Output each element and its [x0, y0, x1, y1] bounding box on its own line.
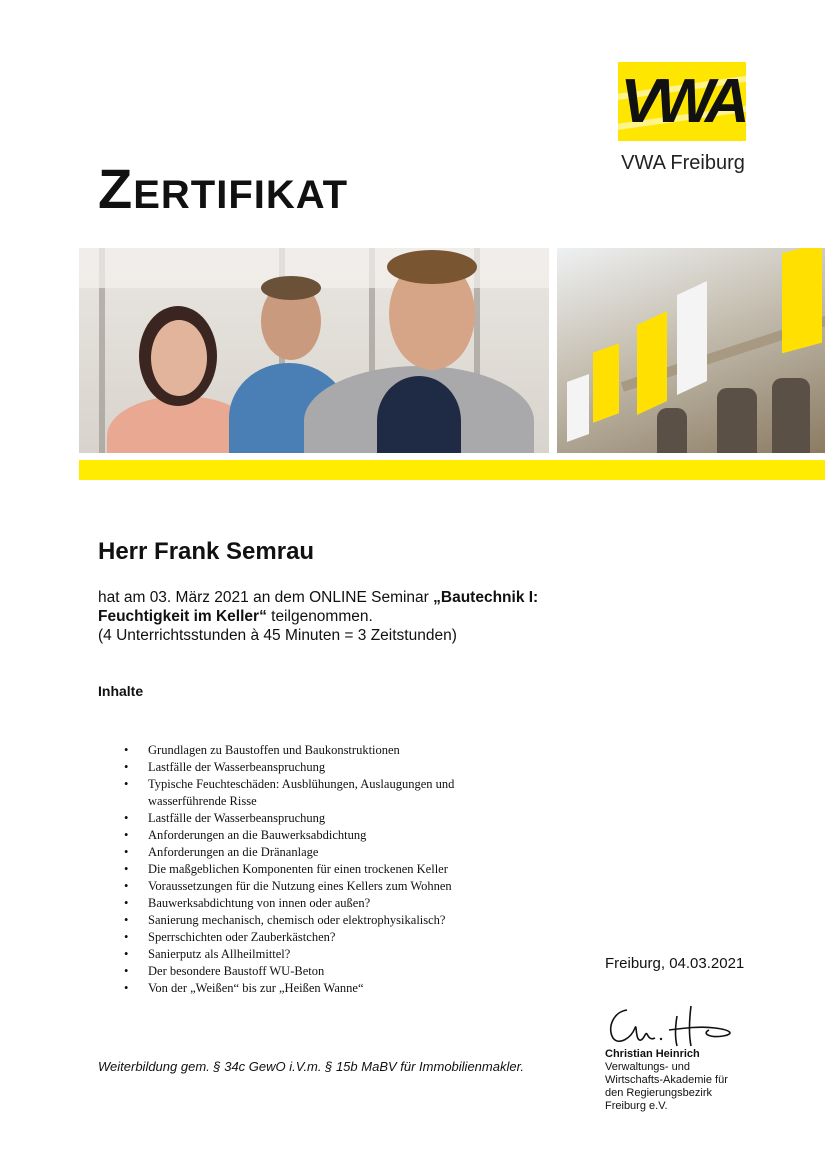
- title-initial: Z: [98, 157, 134, 220]
- seminar-title-part2: Feuchtigkeit im Keller“: [98, 608, 267, 625]
- certificate-title: [98, 156, 348, 221]
- list-item: • Grundlagen zu Baustoffen und Baukonstruktionen: [124, 742, 524, 759]
- recipient-name: Herr Frank Semrau: [98, 538, 315, 565]
- participation-line-suffix: teilgenommen.: [266, 608, 373, 625]
- contents-heading: Inhalte: [98, 683, 144, 699]
- list-item: • Bauwerksabdichtung von innen oder außen?: [124, 895, 524, 912]
- contents-list: [124, 742, 524, 997]
- signer-block: [605, 1048, 765, 1113]
- signer-org-line: den Regierungsbezirk: [605, 1087, 713, 1099]
- list-item: • Sperrschichten oder Zauberkästchen?: [124, 929, 524, 946]
- signer-org-line: Freiburg e.V.: [605, 1100, 668, 1112]
- list-item: • Anforderungen an die Bauwerksabdichtung: [124, 827, 524, 844]
- list-item: • Lastfälle der Wasserbeanspruchung: [124, 810, 524, 827]
- list-item: • Der besondere Baustoff WU-Beton: [124, 963, 524, 980]
- signer-org-line: Wirtschafts-Akademie für: [605, 1074, 728, 1086]
- list-item: • Sanierung mechanisch, chemisch oder elektrophysikalisch?: [124, 912, 524, 929]
- list-item: • Voraussetzungen für die Nutzung eines Kellers zum Wohnen: [124, 878, 524, 895]
- logo-caption: VWA Freiburg: [621, 152, 745, 174]
- participation-text: [98, 588, 618, 645]
- list-item: • Die maßgeblichen Komponenten für einen trockenen Keller: [124, 861, 524, 878]
- signer-name: Christian Heinrich: [605, 1048, 700, 1060]
- vwa-logo-text: VWA: [620, 66, 744, 136]
- hours-note: (4 Unterrichtsstunden à 45 Minuten = 3 Zeitstunden): [98, 627, 457, 644]
- building-photo: [557, 248, 825, 453]
- vwa-logo: [618, 62, 746, 141]
- list-item: • Von der „Weißen“ bis zur „Heißen Wanne“: [124, 980, 524, 997]
- list-item: • Typische Feuchteschäden: Ausblühungen, Auslaugungen und wasserführende Risse: [124, 776, 524, 810]
- yellow-divider-bar: [79, 460, 825, 480]
- list-item: • Anforderungen an die Dränanlage: [124, 844, 524, 861]
- place-date: Freiburg, 04.03.2021: [605, 955, 745, 972]
- seminar-title-part1: „Bautechnik I:: [433, 589, 539, 606]
- footer-note: Weiterbildung gem. § 34c GewO i.V.m. § 15b MaBV für Immobilienmakler.: [98, 1059, 525, 1074]
- list-item: • Lastfälle der Wasserbeanspruchung: [124, 759, 524, 776]
- handwritten-signature: [605, 998, 745, 1048]
- people-photo: [79, 248, 549, 453]
- participation-line-prefix: hat am 03. März 2021 an dem ONLINE Seminar: [98, 589, 434, 606]
- list-item: • Sanierputz als Allheilmittel?: [124, 946, 524, 963]
- title-rest: ERTIFIKAT: [133, 173, 349, 217]
- signer-org-line: Verwaltungs- und: [605, 1061, 690, 1073]
